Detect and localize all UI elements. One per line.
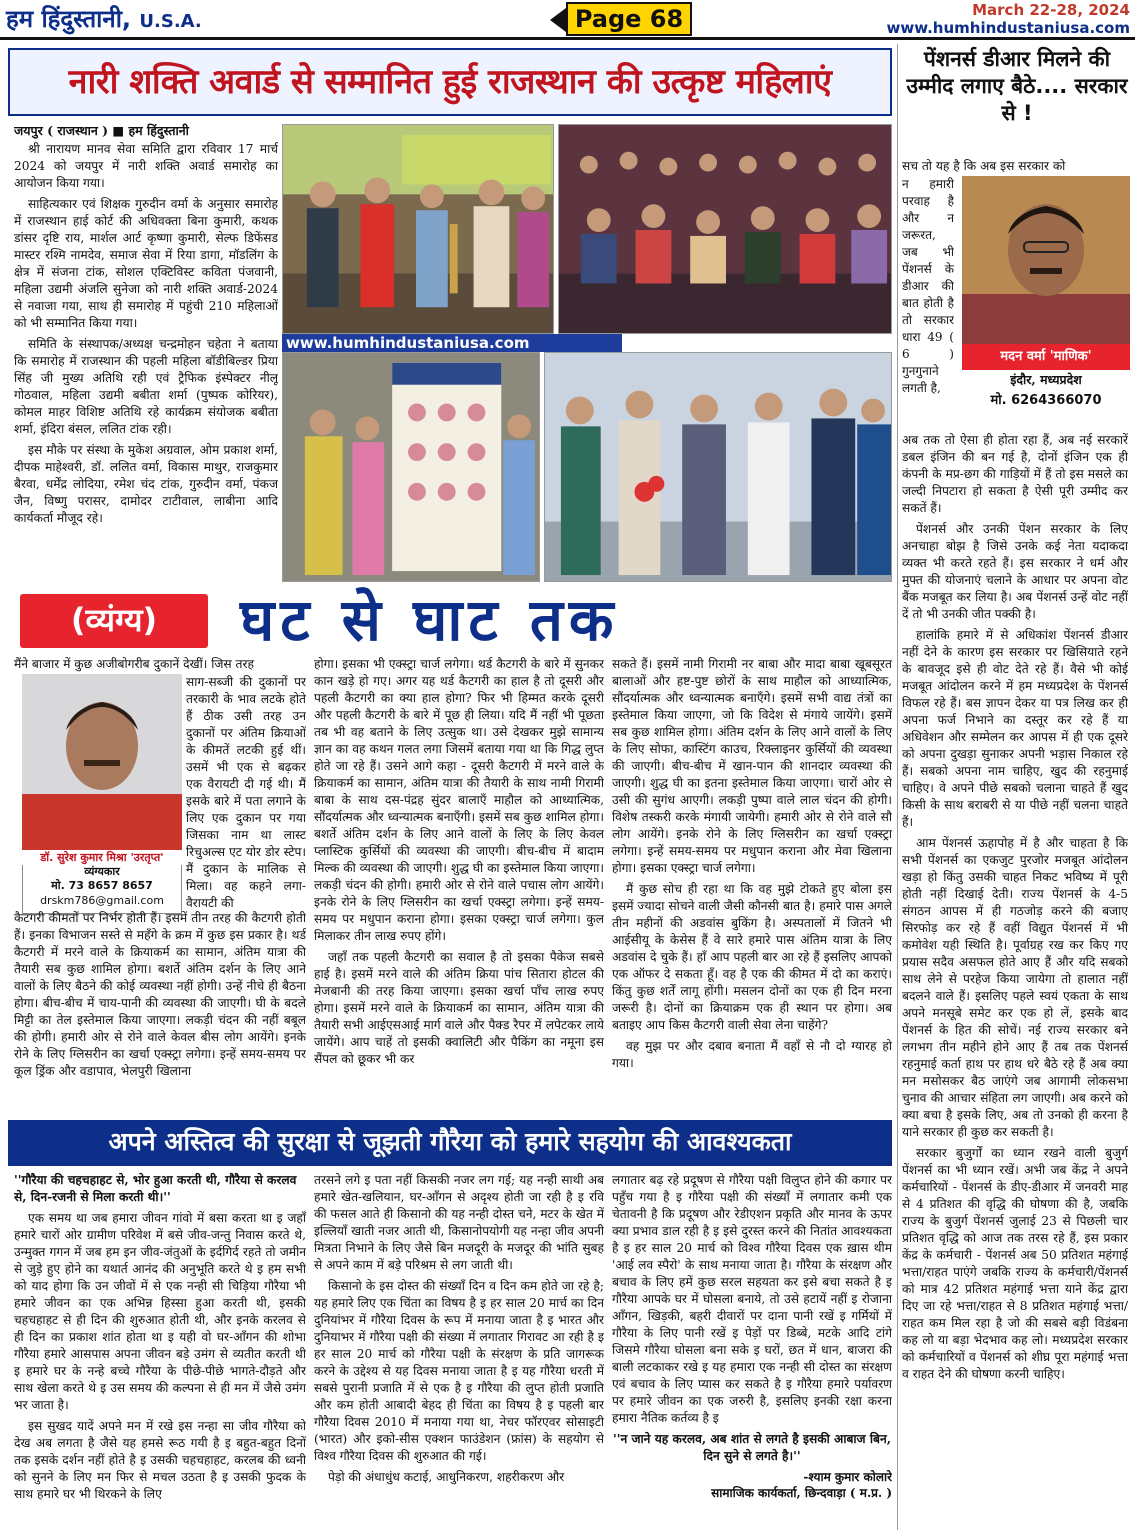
pension-paragraph: पेंशनर्स और उनकी पेंशन सरकार के लिए अनचाहा बोझ है जिसे उनके कई नेता यदाकदा व्यक्त भी करते रहते हैं। इस सरकार ने धर्म और मुफ्त की योजनाएं चलाने के आधार पर अपना वोट बैंक मजबूत कर लिया है। अब पेंशनर्स उन्हें वोट नहीं दें तो भी उनकी जीत पक्की है। [902, 522, 1128, 621]
sparrow-closing-verse: ''न जाने यह करलव, अब शांत से लगते है इसकी आबाज बिन, दिन सुने से लगते है।'' [613, 1432, 891, 1463]
lead-headline: नारी शक्ति अवार्ड से सम्मानित हुई राजस्थान की उत्कृष्ट महिलाएं [8, 48, 892, 116]
satire-opening-line: मैंने बाजार में कुछ अजीबोगरीब दुकानें देखीं। जिस तरह [14, 657, 254, 671]
satire-author-photo [22, 674, 182, 850]
sparrow-text-column-1 [14, 1172, 306, 1528]
lead-paragraph: साहित्यकार एवं शिक्षक गुरुदीन वर्मा के अनुसार समारोह में राजस्थान हाई कोर्ट की अधिवक्ता बिना कुमारी, कथक डांसर दृष्टि राय, मार्शल आर्ट कृष्णा कुमारी, सेल्फ डिफेंसड मास्टर रश्मि नामदेव, समाज सेवा में रिया डागा, मॉडलिंग के क्षेत्र में संजना टांक, सोशल एक्टिविस्ट कविता पंजवानी, महिला उद्यमी अंजलि सुनेजा को नारी शक्ति अवार्ड-2024 से नवाजा गया, साथ ही समारोह में पहुंची 210 महिलाओं को भी सम्मानित किया गया। [14, 197, 278, 330]
pension-author-photo [962, 176, 1130, 344]
satire-paragraph: होगा। इसका भी एक्स्ट्रा चार्ज लगेगा। थर्ड कैटगरी के बारे में सुनकर कान खड़े हो गए। अगर यह थर्ड कैटगरी का हाल है तो दूसरी और पहली कैटगरी का क्या हाल होगा? फिर भी हिम्मत करके दूसरी और पहली कैटगरी के बारे में पूछ ही लिया। यदि मैं नहीं भी पूछता तब भी वह बताने के लिए उत्सुक था। उसे देखकर मुझे सामान्य ज्ञान का वह कथन गलत लगा जिसमें बताया गया था कि गिद्ध लुप्त होते जा रहे हैं। उसने आगे कहा - दूसरी कैटगरी में मरने वाले के क्रियाकर्म का सामान, अंतिम यात्रा की तैयारी के साथ नामी गिरामी बाबा के साथ दस-पंद्रह सुंदर बालाएँ माहौल को आध्यात्मिक, सौंदर्यात्मक और ध्वन्यात्मक बनाएँगी। इसमें सब कुछ शामिल होगा। बशर्ते अंतिम दर्शन के लिए आने वालों के लिए के लिए केवल प्लास्टिक कुर्सियों की व्यवस्था की जाएगी। बीच-बीच में बादाम मिल्क की व्यवस्था की जाएगी। शुद्ध घी का इस्तेमाल किया जाएगा। लकड़ी चंदन की होगी। हमारी ओर से रोने वाले पचास लोग आयेंगे। इनके रोने के लिए ग्लिसरीन का खर्चा एक्स्ट्रा लगेगा। इन्हें समय-समय पर मधुपान कराना होगा। इसका एक्स्ट्रा चार्ज लगेगा। कुल मिलाकर तीन लाख रुपए होंगे। [314, 657, 604, 943]
brand-usa: U.S.A. [139, 11, 202, 32]
satire-paragraph: सकते हैं। इसमें नामी गिरामी नर बाबा और मादा बाबा खूबसूरत बालाओं और हष्ट-पुष्ट छोरों के साथ माहौल को आध्यात्मिक, सौंदर्यात्मक और ध्वन्यात्मक बनाएँगे। इसमें सभी वाद्य तंत्रों का इस्तेमाल किया जाएगा, जो कि विदेश से मंगाये जायेंगे। इसमें सब कुछ शामिल होगा। अंतिम दर्शन के लिए आने वालों के लिए के लिए सोफा, कास्टिंग काउच, रिक्लाइनर कुर्सियों की व्यवस्था की जाएगी। बीच-बीच में खान-पान की शानदार व्यवस्था की जाएगी। शुद्ध घी का इतना इस्तेमाल किया जाएगा। चारों ओर से उसी की सुगंध आएगी। लकड़ी पुष्पा वाले लाल चंदन की होगी। विशेष तस्करी करके मंगायी जायेगी। हमारी ओर से रोने वाले सौ लोग आयेंगे। इनके रोने के लिए ग्लिसरीन का खर्चा एक्स्ट्रा लगेगा। इन्हें समय-समय पर मधुपान कराना और मेवा खिलाना होगा। इसका एक्स्ट्रा चार्ज लगेगा। [612, 657, 892, 875]
photo-illustration [559, 125, 891, 333]
satire-text-column-3 [612, 656, 892, 1116]
newspaper-brand [6, 2, 526, 36]
lead-paragraph: समिति के संस्थापक/अध्यक्ष चन्द्रमोहन चहेता ने बताया कि समारोह में राजस्थान की पहली महिला बॉडीबिल्डर प्रिया सिंह जी मुख्य अतिथि रही एवं ट्रैफिक इंस्पेक्टर नीलू गोठवाल, महिला उद्यमी बबीता शर्मा (पुष्पक कोरियर), कोमल माहर विशिष्ट अतिथि रहे कार्यक्रम संयोजक बबीता शर्मा, इंदिरा बंसल, ललित टांक रही। [14, 337, 278, 436]
sparrow-author: -श्याम कुमार कोलारे [803, 1470, 892, 1484]
pension-paragraph: आम पेंशनर्स ऊहापोह में है और चाहता है कि सभी पेंशनर्स का एकजुट पुरजोर मजबूत आंदोलन खड़ा हो किंतु उसकी चाहत निकट भविष्य में पूरी होती नहीं दिखाई देती। राज्य पेंशनर्स के 4-5 संगठन आपस में ही गठजोड़ करने की बजाए सिरफोड़ कर रहे हैं वहीं विद्युत पेंशनर्स में भी कमोवेश यही स्थिति है। पूर्वाग्रह रख कर किए गए प्रयास सदैव असफल होते आए हैं और यदि सबको साथ लेने से परहेज किया जायेगा तो हालात नहीं बदलने वाले हैं। इसलिए पहले स्वयं एकता के साथ अपने मनसूबे समेट कर एक हो लें, इसके बाद पेंशनर्स के हित की सोचें। नई राज्य सरकार बने लगभग तीन महीने होने आए हैं तब तक पेंशनर्स रहनुमाई कर्ता हाथ पर हाथ धरे बैठे रहे हैं अब क्या मन मसोसकर बैठ जाएंगे जब आगामी लोकसभा चुनाव की आचार संहिता लग जाएगी। अब करने को क्या बचा है इसके लिए, अब तो उनको ही करना है याने सरकार ही कुछ कर सकती है। [902, 836, 1128, 1139]
sparrow-paragraph: तरसने लगे इ पता नहीं किसकी नजर लग गई; यह नन्ही साथी अब हमारे खेत-खलियान, घर-आँगन से अदृश्य होती जा रही है इ रवि की फसल आते ही किसानो की यह नन्ही दोस्त चने, मटर के खेत में इल्लियाँ खाती नजर आती थी, किसानोपयोगी यह नन्हा जीव अपनी मित्रता निभाने के लिए जैसे बिन मजदूरी के मजदूर की भांति सुबह से अपने काम में बड़े परिश्रम से लग जाती थी। [314, 1173, 604, 1272]
sparrow-text-column-3 [612, 1172, 892, 1528]
sparrow-headline: अपने अस्तित्व की सुरक्षा से जूझती गौरैया को हमारे सहयोग की आवश्यकता [8, 1120, 892, 1166]
photo-illustration [545, 353, 891, 581]
pension-article-text [902, 432, 1128, 1528]
satire-text-beside-photo: साग-सब्जी की दुकानों पर तरकारी के भाव लटके होते हैं ठीक उसी तरह उन दुकानों पर अंतिम क्रियाओं के कीमतें लटकी हुई थीं। उसमें भी एक से बढ़कर एक वैरायटी दी गई थी। मैं इसके बारे में पता लगाने के लिए एक दुकान पर गया जिसका नाम था लास्ट रिचुअल्स एट योर डोर स्टेप। मैं दुकान के मालिक से मिला। वह कहने लगा- वैरायटी की [186, 675, 306, 910]
event-photo-group [544, 352, 892, 582]
event-photo-award-banner [282, 352, 540, 582]
satire-paragraph: मैं कुछ सोच ही रहा था कि वह मुझे टोकते हुए बोला इस इसमें ज्यादा सोचने वाली जैसी कौनसी बात है। हमारे पास अगले तीन महीनों की अडवांस बुकिंग है। अस्पतालों में जितने भी आईसीयू के केसेस हैं वे सारे हमारे पास अंतिम यात्रा के लिए अडवांस दे चुके हैं। हाँ आप पहली बार आ रहे हैं इसलिए आपको एक ऑफर दे सकता हूँ। वह है एक की कीमत में दो का कराएं। किंतु कुछ शर्तें लागू होंगी। मसलन दोनों का एक ही दिन मरना जरूरी है। दोनों का क्रियाक्रम एक ही स्थान पर होगा। अब बताइए आप किस कैटगरी वाली सेवा लेना चाहेंगे? [612, 882, 892, 1032]
pension-paragraph: अब तक तो ऐसा ही होता रहा हैं, अब नई सरकारें डबल इंजिन की बन गई है, दोनों इंजिन एक ही कंपनी के मप्र-छग की गाड़ियों में हैं तो इस मसले का जल्दी निपटारा हो सकता है ऐसी पूरी उम्मीद कर सकतें हैं। [902, 433, 1128, 515]
photo-illustration [283, 125, 553, 333]
issue-date: March 22-28, 2024 [972, 1, 1130, 19]
brand-name: हम हिंदुस्तानी, [6, 5, 132, 33]
pension-text-beside-photo: न हमारी परवाह है और न जरूरत, जब भी पेंशनर्स के डीआर की बात होती है तो सरकार धारा 49 ( 6 ) गुनगुनाने लगती है, [902, 177, 954, 395]
sparrow-opening-verse: ''गौरैया की चहचहाहट से, भोर हुआ करती थी, गौरैया से करलव से, दिन-रजनी से मिला करती थी।'' [14, 1173, 297, 1204]
satire-headline: घट से घाट तक [240, 586, 620, 654]
satire-text-column-1: कैटगरी कीमतों पर निर्भर होती हैं। इसमें तीन तरह की कैटगरी होती हैं। इनका विभाजन सस्ते से महँगे के क्रम में कुछ इस प्रकार है। थर्ड कैटगरी में मरने वाले के क्रियाकर्म का सामान, अंतिम यात्रा की तैयारी सब कुछ शामिल होगा। बशर्ते अंतिम दर्शन के लिए आने वालों के लिए बैठने की कोई व्यवस्था नहीं होगी। उन्हें नीचे ही बैठना होगा। बीच-बीच में चाय-पानी की व्यवस्था की जाएगी। घी के बदले मिट्टी का तेल इस्तेमाल किया जाएगा। लकड़ी चंदन की नहीं बबूल की होगी। हमारी ओर से रोने वाले केवल बीस लोग आयेंगे। इनके रोने के लिए ग्लिसरीन का खर्चा एक्स्ट्रा लगेगा। इन्हें समय-समय पर कूल ड्रिंक और वडापाव, भेलपुरी खिलाना [14, 911, 306, 1078]
website-watermark: www.humhindustaniusa.com [282, 334, 622, 352]
event-photo-audience [558, 124, 892, 334]
satire-author-email[interactable]: drskm786@gmail.com [40, 894, 164, 907]
masthead-date-block [820, 1, 1130, 37]
satire-text-column-2 [314, 656, 604, 1116]
satire-tag: (व्यंग्य) [20, 594, 208, 648]
sparrow-author-role: सामाजिक कार्यकर्ता, छिन्दवाड़ा ( म.प्र. ) [711, 1486, 892, 1500]
pension-paragraph: सरकार बुजुर्गों का ध्यान रखने वाली बुजुर्ग पेंशनर्स का भी ध्यान रखें। अभी जब केंद्र ने अपने कर्मचारियों - पेंशनर्स के डीए-डीआर में जनवरी माह से 4 प्रतिशत की वृद्धि की घोषणा की है, जबकि राज्य के बुजुर्ग पेंशनर्स जुलाई 23 से पिछली चार प्रतिशत वृद्धि को आज तक तरस रहे हैं, इस प्रकार केंद्र के कर्मचारी - पेंशनर्स अब 50 प्रतिशत महंगाई भत्ता/राहत पाएंगे जबकि राज्य के कर्मचारी/पेंशनर्स को मात्र 42 प्रतिशत महंगाई भत्ता याने केंद्र द्वारा दिए जा रहे भत्ता/राहत से 8 प्रतिशत महंगाई भत्ता/राहत कम मिल रहा है जो की सबसे बड़ी विडंबना कह लो या बड़ा भेदभाव कह लो। मध्यप्रदेश सरकार को कर्मचारियों व पेंशनर्स को शीघ्र पूरा महंगाई भत्ता व राहत देने की घोषणा करनी चाहिए। [902, 1146, 1128, 1381]
lead-paragraph: इस मौके पर संस्था के मुकेश अग्रवाल, ओम प्रकाश शर्मा, दीपक माहेश्वरी, डॉ. ललित वर्मा, विकास माथुर, राजकुमार बैरवा, धर्मेंद्र लोदिया, रमेश चंद टांक, गुरुदीन वर्मा, पंकज जैन, विष्णु परासर, दामोदर टाटीवाल, लाबीना आदि कार्यकर्ता मौजूद रहे। [14, 443, 278, 525]
sparrow-text-column-2 [314, 1172, 604, 1528]
pension-headline: पेंशनर्स डीआर मिलने की उम्मीद लगाए बैठे.... सरकार से ! [906, 47, 1128, 125]
pension-author-name: मदन वर्मा 'माणिक' [962, 344, 1130, 370]
sparrow-paragraph: पेड़ो की अंधाधुंध कटाई, आधुनिकरण, शहरीकरण और [328, 1470, 565, 1484]
pension-author-mobile: मो. 6264366070 [990, 393, 1102, 408]
sparrow-paragraph: किसानो के इस दोस्त की संख्याँ दिन व दिन कम होते जा रहे है; यह हमारे लिए एक चिंता का विषय है इ हर साल 20 मार्च का दिन दुनियांभर में गौरैया दिवस के रूप में मनाया जाता है इ भारत और दुनियाभर में गौरैया पक्षी की संख्या में लगातार गिरावट आ रही है इ हर साल 20 मार्च को गौरैया पक्षी के संरक्षण के प्रति जागरूक करने के उद्देश्य से यह दिवस मनाया जाता है इ यह गौरैया धरती में सबसे पुरानी प्रजाति में से एक है इ गौरैया की लुप्त होती प्रजाति और कम होती आबादी बेहद ही चिंता का विषय है इ पहली बार गौरैया दिवस 2010 में मनाया गया था, नेचर फॉरएवर सोसाइटी (भारत) और इको-सीस एक्शन फाउंडेशन (फ्रांस) के सहयोग से विश्व गौरैया दिवस की शुरुआत की गई। [314, 1279, 604, 1463]
pension-intro: सच तो यह है कि अब इस सरकार को [902, 159, 1066, 173]
sparrow-paragraph: इस सुखद यादें अपने मन में रखे इस नन्हा सा जीव गौरैया को देख अब लगता है जैसे यह हमसे रूठ गयी है इ बहुत-बहुत दिनों तक इसके दर्शन नहीं होते है इ उसकी चहचहाहट, करलब की ध्वनी को सुनने के लिए मन फिर से मचल उठता है इ उसकी फुदक के साथ हमारे घर भी थिरकने के लिए [14, 1419, 306, 1501]
satire-paragraph: वह मुझ पर और दबाव बनाता मैं वहाँ से नौ दो ग्यारह हो गया। [612, 1039, 892, 1070]
satire-author-name: डॉ. सुरेश कुमार मिश्रा 'उरतृप्त' [22, 850, 182, 865]
sparrow-paragraph: लगातार बढ़ रहे प्रदूषण से गौरैया पक्षी विलुप्त होने की कगार पर पहुँच गया है इ गौरैया पक्षी की संख्याँ में लगातार कमी एक चेतावनी है कि प्रदूषण और रेडीएशन प्रकृति और मानव के ऊपर क्या प्रभाव डाल रही है इ इसे दुरस्त करने की नितांत आवश्यकता है इ हर साल 20 मार्च को विश्व गौरैया दिवस एक ख़ास थीम 'आई लव स्पैरो' के साथ मनाया जाता है। गौरैया के संरक्षण और बचाव के लिए हमें कुछ सरल सहयता कर इसे बचा सकते है इ गौरैया आपके घर में घोसला बनाये, तो उसे हटायें नहीं इ रोजाना आँगन, खिड़की, बहरी दीवारों पर दाना पानी रखें इ गर्मियों में गौरैया के लिए पानी रखें इ पेड़ों पर डिब्बे, मटके आदि टांगे जिसमे गौरैया घोसला बना सके इ घरों, छत में धान, बाजरा की बाली लटकाकर रखे इ यह हमारा एक नन्ही सी दोस्त का संरक्षण एवं बचाव के लिए प्यास कर सकते है इ गौरैया हमारे पर्यावरण पर हमारे जीवन का एक जरुरी है, इसलिए इनकी रक्षा करना हमारा नैतिक कर्तव्य है इ [612, 1173, 892, 1425]
photo-illustration [283, 353, 539, 581]
pension-paragraph: हालांकि हमारे में से अधिकांश पेंशनर्स डीआर नहीं देने के कारण इस सरकार पर खिसियाते रहने के बावजूद इसे ही वोट देते रहे हैं। वैसे भी कोई मजबूत आंदोलन करने में हम मध्यप्रदेश के पेंशनर्स विफल रहे हैं। बस ज्ञापन देकर या पत्र लिख कर ही अपना फर्ज निभाने का दस्तूर कर रहे हैं या अधिवेशन और सम्मेलन कर आपस में ही एक दूसरे को अपना दुखड़ा सुनाकर अपनी भड़ास निकाल रहे हैं। सबको अपना नाम चाहिए, खुद की रहनुमाई चाहिए। वे अपने पीछे सबको चलाना चाहते हैं खुद किसी के साथ बराबरी से या पीछे नहीं चलना चाहते हैं। [902, 628, 1128, 829]
photo-illustration [962, 176, 1130, 344]
event-photo-lamp-lighting [282, 124, 554, 334]
pension-author-city: इंदौर, मध्यप्रदेश [1010, 372, 1082, 387]
lead-dateline: जयपुर ( राजस्थान ) ■ हम हिंदुस्तानी [14, 123, 189, 138]
website-link[interactable]: www.humhindustaniusa.com [886, 19, 1130, 37]
lead-paragraph: श्री नारायण मानव सेवा समिति द्वारा रविवार 17 मार्च 2024 को जयपुर में नारी शक्ति अवार्ड समारोह का आयोजन किया गया। [14, 142, 278, 190]
satire-author-mobile: मो. 73 8657 8657 [51, 879, 153, 892]
lead-article-text [14, 122, 278, 584]
sparrow-paragraph: एक समय था जब हमारा जीवन गांवो में बसा करता था इ जहाँ हमारे चारों ओर ग्रामीण परिवेश में बसे जीव-जन्तु निवास करते थे, उन्मुक्त गगन में जब हम इन जीव-जंतुओं के इर्दगिर्द रहते तो जमीन से जुड़े हुए होने का यथार्त आनंद की अनुभूति करते थे इ हम सभी को याद होगा कि उन जीवों में से एक नन्ही सी चिड़िया गौरैया भी हमारे जीवन का एक अभिन्न हिस्सा हुआ करती थी, इसकी चहचहाहट से ही दिन की शुरुआत होती थी, और इनके करलव से ही दिन का प्रकाश शांत होता था इ यही वो घर-आँगन की शोभा गौरैया हमारे आसपास अपना जीवन बड़े उमंग से व्यतीत करती थी इ हमारे घर के नन्हे बच्चे गौरैया के पीछे-पीछे भागते-दौड़ते और साथ खेला करते थे इ उस समय की कल्पना से ही मन में जैसे उमंग भर जाता है। [14, 1211, 306, 1412]
page-number: Page 68 [566, 2, 692, 36]
satire-author-role: व्यंग्यकार [84, 865, 120, 878]
column-divider [897, 44, 898, 1530]
photo-illustration [22, 674, 182, 850]
satire-paragraph: जहाँ तक पहली कैटगरी का सवाल है तो इसका पैकेज सबसे हाई है। इसमें मरने वाले की अंतिम क्रिया पांच सितारा होटल की मेजबानी की तरह किया जाएगा। इसका खर्चा पाँच लाख रुपए होगा। इसमें मरने वाले के क्रियाकर्म का सामान, अंतिम यात्रा की तैयारी सभी आईएसआई मार्ग वाले और पैक्ड रैपर में लपेटकर लाये जायेंगे। आप चाहें तो इसकी क्वालिटी और पैकिंग का नमूना इस सैंपल को छूकर भी कर [314, 950, 604, 1066]
